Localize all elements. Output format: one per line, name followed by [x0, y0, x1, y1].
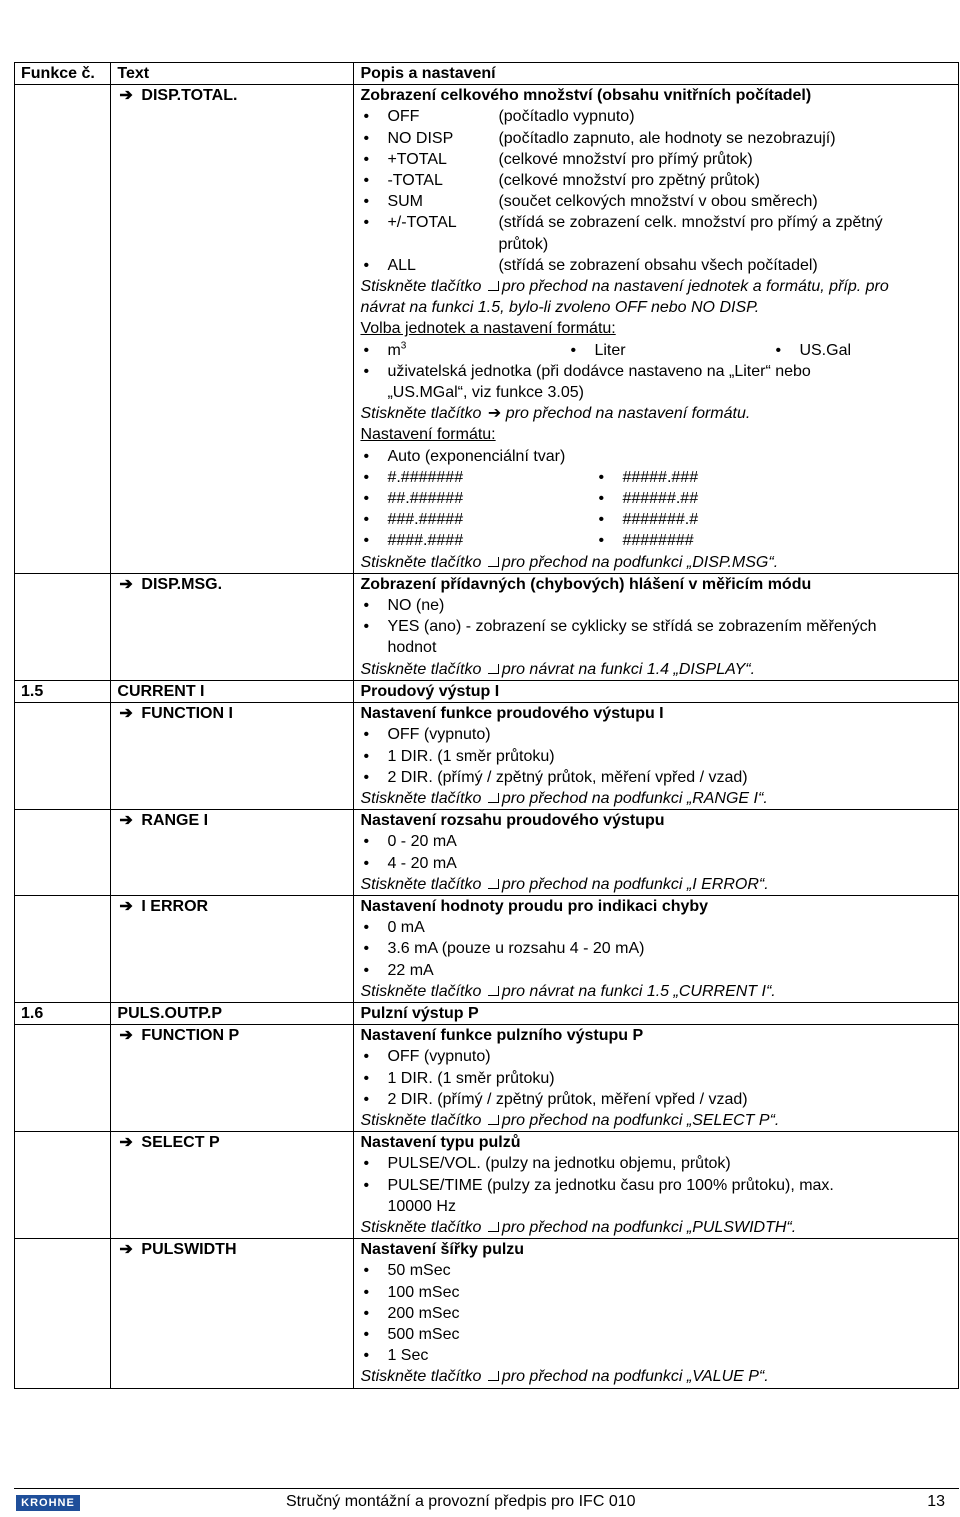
table-row	[15, 1002, 959, 1024]
list-item: • 0 - 20 mA	[360, 831, 952, 852]
header-description: Popis a nastavení	[354, 63, 959, 85]
krohne-logo: KROHNE	[16, 1495, 80, 1511]
enter-key-icon	[488, 281, 500, 291]
section-title: Zobrazení přídavných (chybových) hlášení v měřicím módu	[360, 575, 812, 593]
enter-key-icon	[488, 1371, 500, 1381]
unit-usgal: • US.Gal	[772, 340, 851, 361]
header-text: Text	[111, 63, 354, 85]
list-item-continuation: hodnot	[387, 639, 437, 657]
enter-key-icon	[488, 793, 500, 803]
enter-key-icon	[488, 879, 500, 889]
list-item: • 2 DIR. (přímý / zpětný průtok, měření vpřed / vzad)	[360, 767, 952, 788]
section-title: Nastavení funkce pulzního výstupu P	[360, 1027, 644, 1045]
description-cell	[354, 573, 959, 680]
description-cell	[354, 85, 959, 574]
list-item: • +TOTAL (celkové množství pro přímý průtok)	[360, 149, 952, 170]
description-cell	[354, 810, 959, 896]
enter-key-icon	[488, 557, 500, 567]
footer-title: Stručný montážní a provozní předpis pro IFC 010	[286, 1493, 636, 1510]
press-instruction: Stiskněte tlačítko pro návrat na funkci 1.4 „DISPLAY“.	[360, 660, 756, 678]
section-title: Zobrazení celkového množství (obsahu vnitřních počítadel)	[360, 87, 812, 105]
page-footer	[14, 1488, 959, 1516]
header-function-no: Funkce č.	[15, 63, 111, 85]
format-pair: • ##.###### • ######.##	[360, 488, 952, 509]
function-name: FUNCTION P	[141, 1027, 240, 1045]
arrow-icon: ➔	[487, 405, 502, 423]
press-instruction-cont: návrat na funkci 1.5, bylo-li zvoleno OFF nebo NO DISP.	[360, 299, 760, 317]
list-item: • PULSE/VOL. (pulzy na jednotku objemu, průtok)	[360, 1153, 952, 1174]
list-item: • 500 mSec	[360, 1324, 952, 1345]
format-pair: • #.####### • #####.###	[360, 467, 952, 488]
press-instruction: Stiskněte tlačítko pro návrat na funkci 1.5 „CURRENT I“.	[360, 982, 776, 1000]
enter-key-icon	[488, 1115, 500, 1125]
list-item: • uživatelská jednotka (při dodávce nastaveno na „Liter“ nebo	[360, 361, 952, 382]
description-cell	[354, 1132, 959, 1239]
section-title: Nastavení šířky pulzu	[360, 1241, 525, 1259]
section-title: Nastavení rozsahu proudového výstupu	[360, 812, 665, 830]
list-item: • SUM (součet celkových množství v obou směrech)	[360, 191, 952, 212]
function-number: 1.6	[15, 1002, 111, 1024]
table-header-row	[15, 63, 959, 85]
press-instruction: Stiskněte tlačítko pro přechod na podfunkci „RANGE I“.	[360, 789, 768, 807]
list-item: • -TOTAL (celkové množství pro zpětný průtok)	[360, 170, 952, 191]
table-row	[15, 573, 959, 680]
units-heading: Volba jednotek a nastavení formátu:	[360, 320, 616, 338]
press-instruction: Stiskněte tlačítko pro přechod na podfunkci „I ERROR“.	[360, 875, 769, 893]
unit-liter: • Liter	[567, 340, 772, 361]
arrow-icon: ➔	[119, 1241, 133, 1259]
description-cell	[354, 703, 959, 810]
list-item: • +/-TOTAL (střídá se zobrazení celk. množství pro přímý a zpětný	[360, 212, 952, 233]
function-name: I ERROR	[141, 897, 209, 915]
list-item: • 22 mA	[360, 960, 952, 981]
arrow-icon: ➔	[119, 1027, 133, 1045]
description-cell	[354, 1239, 959, 1388]
function-name: PULS.OUTP.P	[111, 1002, 354, 1024]
arrow-icon: ➔	[119, 87, 133, 105]
list-item: • 1 Sec	[360, 1345, 952, 1366]
section-title: Nastavení funkce proudového výstupu I	[360, 705, 664, 723]
section-title: Nastavení typu pulzů	[360, 1134, 521, 1152]
press-instruction: Stiskněte tlačítko pro přechod na podfunkci „SELECT P“.	[360, 1111, 780, 1129]
arrow-icon: ➔	[119, 575, 133, 593]
function-name: PULSWIDTH	[141, 1241, 237, 1259]
function-name: SELECT P	[141, 1134, 220, 1152]
section-title: Proudový výstup I	[354, 680, 959, 702]
list-item: • ALL (střídá se zobrazení obsahu všech počítadel)	[360, 255, 952, 276]
function-table	[14, 62, 959, 1389]
function-name: RANGE I	[141, 812, 209, 830]
list-item: • 100 mSec	[360, 1282, 952, 1303]
table-row	[15, 1132, 959, 1239]
list-item-continuation: 10000 Hz	[387, 1197, 456, 1215]
list-item: • Auto (exponenciální tvar)	[360, 446, 952, 467]
press-instruction: Stiskněte tlačítko pro přechod na podfunkci „DISP.MSG“.	[360, 553, 779, 571]
arrow-icon: ➔	[119, 897, 133, 915]
arrow-icon: ➔	[119, 1134, 133, 1152]
list-item: • 2 DIR. (přímý / zpětný průtok, měření vpřed / vzad)	[360, 1089, 952, 1110]
list-item: • OFF (počítadlo vypnuto)	[360, 106, 952, 127]
list-item: • 4 - 20 mA	[360, 853, 952, 874]
list-item: • 50 mSec	[360, 1260, 952, 1281]
list-item: • 3.6 mA (pouze u rozsahu 4 - 20 mA)	[360, 938, 952, 959]
description-cell	[354, 1025, 959, 1132]
page-number: 13	[927, 1493, 945, 1510]
units-list	[360, 340, 952, 361]
function-name: DISP.MSG.	[141, 575, 223, 593]
list-item: • 1 DIR. (1 směr průtoku)	[360, 1068, 952, 1089]
format-pair: • ####.#### • ########	[360, 530, 952, 551]
list-item: • PULSE/TIME (pulzy za jednotku času pro 100% průtoku), max.	[360, 1175, 952, 1196]
enter-key-icon	[488, 1222, 500, 1232]
table-row	[15, 895, 959, 1002]
enter-key-icon	[488, 664, 500, 674]
table-row	[15, 810, 959, 896]
function-number: 1.5	[15, 680, 111, 702]
press-instruction: Stiskněte tlačítko pro přechod na podfunkci „VALUE P“.	[360, 1368, 769, 1386]
list-item: • 1 DIR. (1 směr průtoku)	[360, 746, 952, 767]
press-instruction: Stiskněte tlačítko pro přechod na nastavení jednotek a formátu, příp. pro	[360, 278, 889, 296]
list-item: • 200 mSec	[360, 1303, 952, 1324]
description-cell	[354, 895, 959, 1002]
list-item-continuation: „US.MGal“, viz funkce 3.05)	[387, 384, 584, 402]
list-item-continuation: průtok)	[498, 235, 549, 253]
format-pair: • ###.##### • #######.#	[360, 509, 952, 530]
list-item: • 0 mA	[360, 917, 952, 938]
table-row	[15, 85, 959, 574]
list-item: • OFF (vypnuto)	[360, 1046, 952, 1067]
arrow-icon: ➔	[119, 705, 133, 723]
list-item: • OFF (vypnuto)	[360, 724, 952, 745]
section-title: Nastavení hodnoty proudu pro indikaci chyby	[360, 897, 709, 915]
section-title: Pulzní výstup P	[354, 1002, 959, 1024]
list-item: • YES (ano) - zobrazení se cyklicky se střídá se zobrazením měřených	[360, 616, 952, 637]
arrow-icon: ➔	[119, 812, 133, 830]
unit-m3: • $m^3$	[360, 340, 567, 361]
press-instruction: Stiskněte tlačítko ➔ pro přechod na nastavení formátu.	[360, 403, 952, 424]
function-name: FUNCTION I	[141, 705, 233, 723]
function-name: DISP.TOTAL.	[141, 87, 238, 105]
table-row	[15, 703, 959, 810]
table-row	[15, 680, 959, 702]
list-item: • NO DISP (počítadlo zapnuto, ale hodnoty se nezobrazují)	[360, 128, 952, 149]
enter-key-icon	[488, 986, 500, 996]
format-heading: Nastavení formátu:	[360, 426, 496, 444]
function-name: CURRENT I	[111, 680, 354, 702]
list-item: • NO (ne)	[360, 595, 952, 616]
press-instruction: Stiskněte tlačítko pro přechod na podfunkci „PULSWIDTH“.	[360, 1218, 797, 1236]
table-row	[15, 1239, 959, 1388]
table-row	[15, 1025, 959, 1132]
